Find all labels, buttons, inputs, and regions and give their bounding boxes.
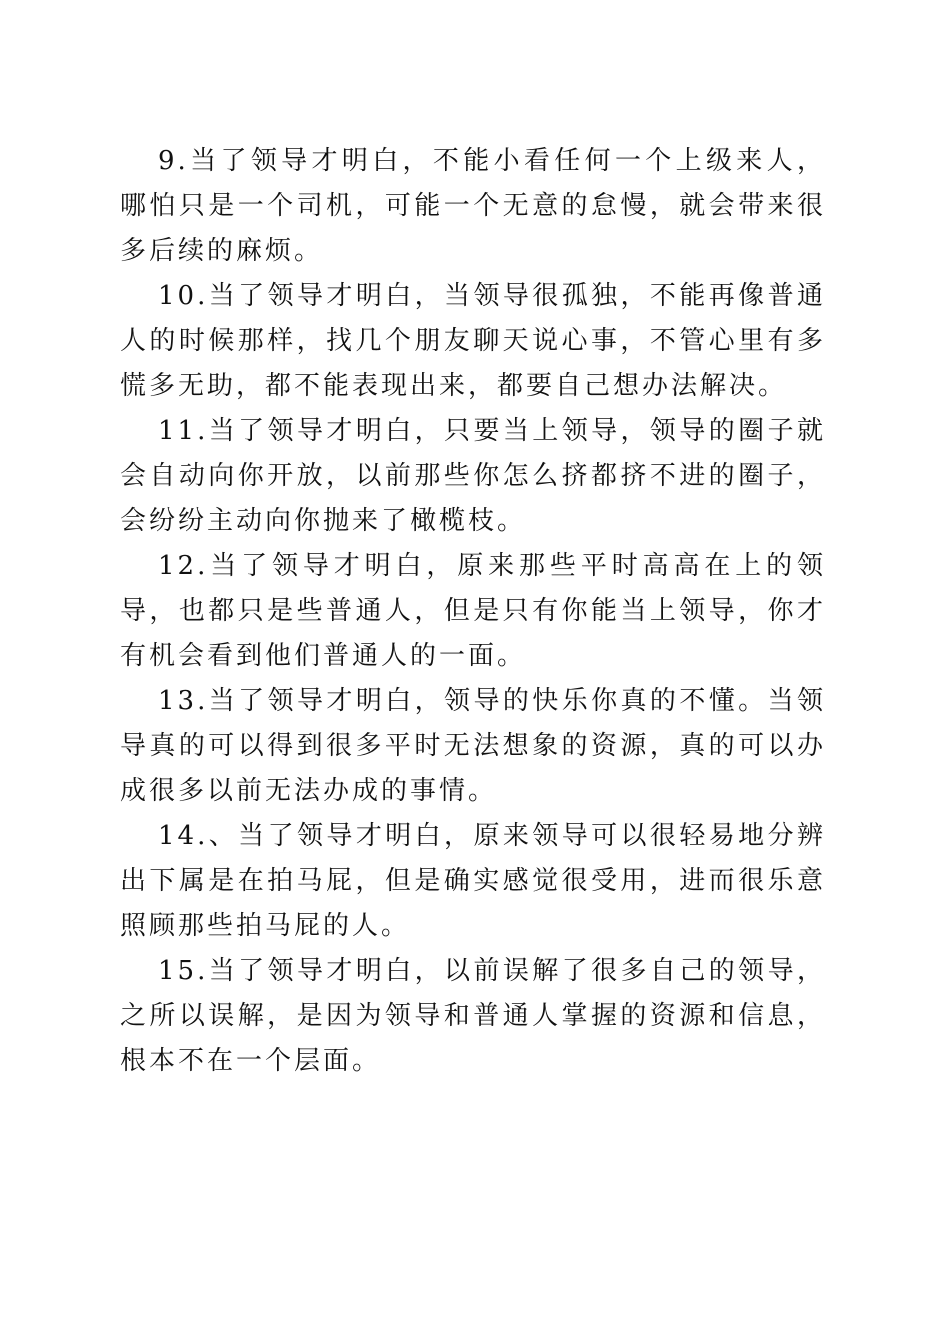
- document-body: [120, 139, 826, 1084]
- paragraph-13: 13.当了领导才明白，领导的快乐你真的不懂。当领导真的可以得到很多平时无法想象的资源，真的可以办成很多以前无法办成的事情。: [120, 686, 826, 806]
- paragraph-14: 14.、当了领导才明白，原来领导可以很轻易地分辨出下属是在拍马屁，但是确实感觉很受用，进而很乐意照顾那些拍马屁的人。: [120, 821, 826, 941]
- paragraph-15: 15.当了领导才明白，以前误解了很多自己的领导，之所以误解，是因为领导和普通人掌握的资源和信息，根本不在一个层面。: [120, 956, 826, 1076]
- paragraph-11: 11.当了领导才明白，只要当上领导，领导的圈子就会自动向你开放，以前那些你怎么挤都挤不进的圈子，会纷纷主动向你抛来了橄榄枝。: [120, 416, 826, 536]
- paragraph-12: 12.当了领导才明白，原来那些平时高高在上的领导，也都只是些普通人，但是只有你能当上领导，你才有机会看到他们普通人的一面。: [120, 551, 826, 671]
- paragraph-10: 10.当了领导才明白，当领导很孤独，不能再像普通人的时候那样，找几个朋友聊天说心事，不管心里有多慌多无助，都不能表现出来，都要自己想办法解决。: [120, 281, 826, 401]
- paragraph-9: 9.当了领导才明白，不能小看任何一个上级来人，哪怕只是一个司机，可能一个无意的怠慢，就会带来很多后续的麻烦。: [120, 146, 826, 266]
